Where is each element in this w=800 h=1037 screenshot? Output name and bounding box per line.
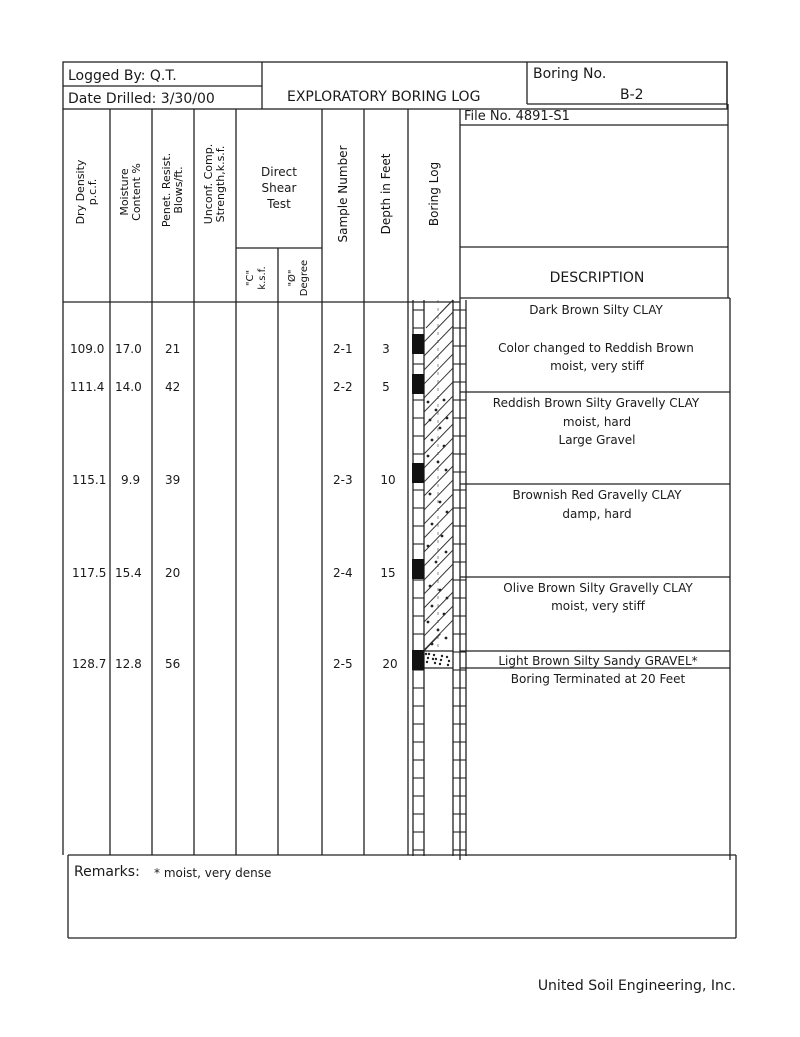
col-penet (161, 135, 185, 245)
dry-density-value: 111.4 (70, 380, 105, 394)
description-text: moist, very stiff (551, 599, 645, 613)
col-penet-line1: Penet. Resist. (160, 152, 173, 228)
dry-density-value: 117.5 (72, 566, 107, 580)
date-drilled: Date Drilled: 3/30/00 (68, 91, 215, 107)
blows-value: 56 (165, 657, 181, 671)
col-description: DESCRIPTION (549, 270, 645, 286)
page-title: EXPLORATORY BORING LOG (287, 89, 481, 105)
depth-value: 3 (382, 342, 390, 356)
depth-value: 10 (380, 473, 396, 487)
col-dry-density (75, 142, 99, 242)
moisture-value: 15.4 (115, 566, 142, 580)
description-text: Olive Brown Silty Gravelly CLAY (503, 581, 693, 595)
col-unconf-line2: Strength,k.s.f. (214, 145, 227, 223)
dry-density-value: 115.1 (72, 473, 107, 487)
remarks-label: Remarks: (74, 864, 140, 880)
boring-no-label: Boring No. (533, 66, 607, 82)
blows-value: 42 (165, 380, 181, 394)
col-moisture-line2: Content % (130, 163, 143, 221)
col-depth: Depth in Feet (379, 153, 393, 235)
col-phi-degree (287, 248, 311, 308)
col-sample-number: Sample Number (336, 145, 350, 243)
description-text: Light Brown Silty Sandy GRAVEL* (498, 654, 698, 668)
col-moisture (119, 142, 143, 242)
col-dry-density-line1: Dry Density (74, 159, 87, 225)
col-direct-shear-line3: Test (267, 197, 291, 211)
logged-by: Logged By: Q.T. (68, 68, 177, 84)
description-text: Large Gravel (558, 433, 636, 447)
moisture-value: 17.0 (115, 342, 142, 356)
col-unconf-line1: Unconf. Comp. (202, 143, 215, 225)
depth-value: 15 (380, 566, 396, 580)
description-text: Brownish Red Gravelly CLAY (512, 488, 682, 502)
description-text: moist, hard (562, 415, 632, 429)
description-text: damp, hard (562, 507, 632, 521)
description-text: Dark Brown Silty CLAY (529, 303, 663, 317)
moisture-value: 14.0 (115, 380, 142, 394)
dry-density-value: 109.0 (70, 342, 105, 356)
blows-value: 39 (165, 473, 181, 487)
sample-number-value: 2-4 (333, 566, 353, 580)
blows-value: 20 (165, 566, 181, 580)
company-name: United Soil Engineering, Inc. (537, 978, 736, 994)
sample-number-value: 2-1 (333, 342, 353, 356)
boring-no: B-2 (620, 87, 644, 103)
dry-density-value: 128.7 (72, 657, 107, 671)
col-unconf (203, 124, 227, 244)
depth-value: 5 (382, 380, 390, 394)
col-dry-density-line2: p.c.f. (86, 178, 99, 206)
description-text: Reddish Brown Silty Gravelly CLAY (492, 396, 700, 410)
col-penet-line2: Blows/ft. (172, 166, 185, 214)
col-direct-shear (261, 164, 297, 212)
col-phi-degree-line2: Degree (299, 259, 310, 297)
col-direct-shear-line2: Shear (261, 181, 297, 195)
col-direct-shear-line1: Direct (261, 165, 297, 179)
sample-number-value: 2-2 (333, 380, 353, 394)
remarks-text: * moist, very dense (154, 866, 272, 880)
col-phi-degree-line1: "Ø" (287, 269, 298, 287)
col-c-ksf-line2: k.s.f. (257, 266, 268, 290)
sample-number-value: 2-3 (333, 473, 353, 487)
file-no: File No. 4891-S1 (464, 109, 570, 124)
moisture-value: 9.9 (121, 473, 141, 487)
col-boring-log: Boring Log (427, 161, 441, 227)
description-text: moist, very stiff (550, 359, 644, 373)
col-moisture-line1: Moisture (118, 168, 131, 216)
blows-value: 21 (165, 342, 181, 356)
col-c-ksf-line1: "C" (245, 269, 256, 287)
depth-value: 20 (382, 657, 398, 671)
moisture-value: 12.8 (115, 657, 142, 671)
description-text: Color changed to Reddish Brown (498, 341, 694, 355)
col-c-ksf (245, 248, 269, 308)
description-text: Boring Terminated at 20 Feet (510, 672, 686, 686)
sample-number-value: 2-5 (333, 657, 353, 671)
